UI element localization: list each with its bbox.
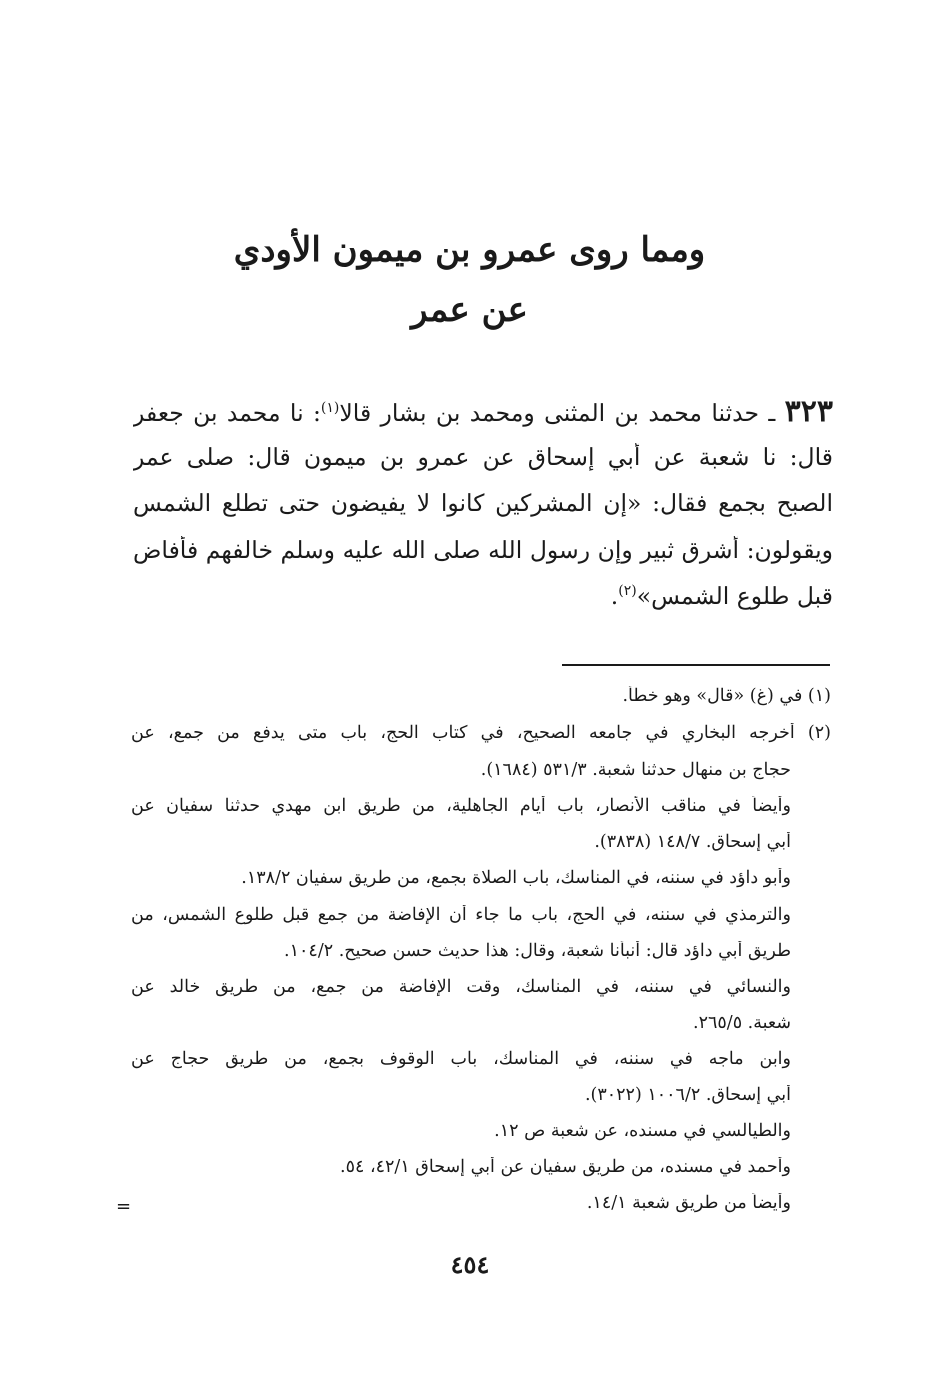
footnote-line: (١) في (غ) «قال» وهو خطأ. [622, 686, 831, 706]
hadith-line-4: ويقولون: أشرق ثبير وإن رسول الله صلى الله عليه وسلم خالفهم فأفاض [133, 536, 833, 564]
footnote-line: وأحمد في مسنده، من طريق سفيان عن أبي إسحاق ٤٢/١، ٥٤. [340, 1157, 791, 1177]
footnote-line: أبي إسحاق. ١٤٨/٧ (٣٨٣٨). [594, 832, 791, 852]
hadith-line-1 [133, 394, 833, 429]
footnote-line: (٢) أخرجه البخاري في جامعه الصحيح، في كتاب الحج، باب متى يدفع من جمع، عن [131, 723, 831, 743]
footnote-line: أبي إسحاق. ١٠٠٦/٢ (٣٠٢٢). [584, 1085, 791, 1105]
footnote-line: وابن ماجه في سننه، في المناسك، باب الوقوف بجمع، من طريق حجاج عن [131, 1049, 791, 1069]
footnote-ref: (١) [320, 400, 340, 417]
footnote-line: وأيضاً من طريق شعبة ١٤/١. [586, 1193, 791, 1213]
footnote-line: والترمذي في سننه، في الحج، باب ما جاء أن الإفاضة من جمع قبل طلوع الشمس، من [131, 905, 791, 925]
hadith-line-3: الصبح بجمع فقال: «إن المشركين كانوا لا يفيضون حتى تطلع الشمس [133, 489, 833, 517]
hadith-number: ٣٢٣ [784, 394, 833, 429]
footnote-line: وأبو داؤد في سننه، في المناسك، باب الصلاة بجمع، من طريق سفيان ١٣٨/٢. [241, 868, 791, 888]
hadith-line-5 [133, 582, 833, 610]
hadith-text: . [610, 582, 619, 610]
continuation-marker: = [116, 1196, 132, 1217]
hadith-text: : نا محمد بن جعفر [133, 399, 321, 427]
hadith-text: قبل طلوع الشمس» [636, 582, 833, 610]
footnote-line: حجاج بن منهال حدثنا شعبة. ٥٣١/٣ (١٦٨٤). [480, 760, 791, 780]
footnote-line: والطيالسي في مسنده، عن شعبة ص ١٢. [494, 1121, 791, 1141]
chapter-subtitle: عن عمر [411, 290, 528, 330]
page-number: ٤٥٤ [450, 1250, 490, 1279]
footnote-ref: (٢) [618, 583, 637, 600]
footnote-line: شعبة. ٢٦٥/٥. [693, 1013, 791, 1033]
chapter-title: ومما روى عمرو بن ميمون الأودي [233, 230, 706, 270]
footnote-line: وأيضاً في مناقب الأنصار، باب أيام الجاهلية، من طريق ابن مهدي حدثنا سفيان عن [131, 796, 791, 816]
footnote-line: طريق أبي داؤد قال: أنبأنا شعبة، وقال: هذا حديث حسن صحيح. ١٠٤/٢. [284, 941, 791, 961]
hadith-line-2: قال: نا شعبة عن أبي إسحاق عن عمرو بن ميمون قال: صلى عمر [133, 443, 833, 471]
footnote-divider [562, 664, 830, 666]
footnote-line: والنسائي في سننه، في المناسك، وقت الإفاضة من جمع، من طريق خالد عن [131, 977, 791, 997]
hadith-text: ـ حدثنا محمد بن المثنى ومحمد بن بشار قالا [339, 399, 776, 427]
